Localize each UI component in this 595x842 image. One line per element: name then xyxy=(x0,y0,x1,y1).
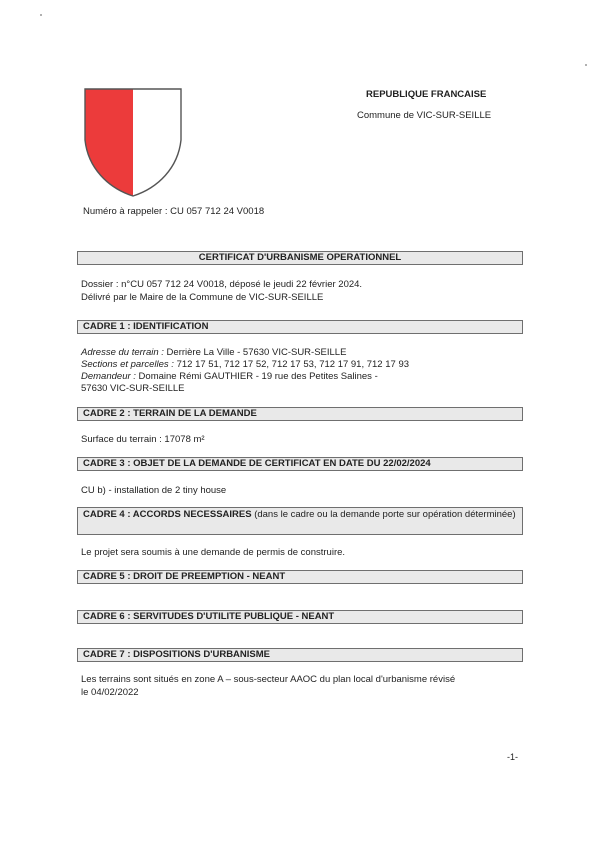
cadre4-note: (dans le cadre ou la demande porte sur opération déterminée) xyxy=(254,509,516,520)
issued-by-line: Délivré par le Maire de la Commune de VIC-SUR-SEILLE xyxy=(81,292,324,303)
reference-number: Numéro à rappeler : CU 057 712 24 V0018 xyxy=(83,206,265,217)
cadre1-title: CADRE 1 : IDENTIFICATION xyxy=(77,320,523,334)
applicant xyxy=(81,371,378,383)
address-value: Derrière La Ville - 57630 VIC-SUR-SEILLE xyxy=(163,347,347,358)
certificate-title: CERTIFICAT D'URBANISME OPERATIONNEL xyxy=(77,251,523,265)
coat-of-arms-icon xyxy=(84,88,182,198)
page-number: -1- xyxy=(507,752,518,762)
cadre4-heading: CADRE 4 : ACCORDS NECESSAIRES xyxy=(83,509,252,520)
parcels-label: Sections et parcelles : xyxy=(81,359,174,370)
applicant-label: Demandeur : xyxy=(81,371,136,382)
cadre4-title xyxy=(77,507,523,535)
scan-speck xyxy=(40,14,42,16)
terrain-surface: Surface du terrain : 17078 m² xyxy=(81,434,205,445)
republic-heading: REPUBLIQUE FRANCAISE xyxy=(366,89,487,100)
dossier-line: Dossier : n°CU 057 712 24 V0018, déposé le jeudi 22 février 2024. xyxy=(81,279,363,290)
cadre5-title: CADRE 5 : DROIT DE PREEMPTION - NEANT xyxy=(77,570,523,584)
cadre6-title: CADRE 6 : SERVITUDES D'UTILITE PUBLIQUE - NEANT xyxy=(77,610,523,624)
parcels xyxy=(81,359,409,371)
applicant-value: Domaine Rémi GAUTHIER - 19 rue des Petites Salines - xyxy=(135,371,378,382)
required-approvals: Le projet sera soumis à une demande de permis de construire. xyxy=(81,547,346,558)
request-object: CU b) - installation de 2 tiny house xyxy=(81,485,227,496)
zoning-line-2: le 04/02/2022 xyxy=(81,687,139,698)
commune-name: Commune de VIC-SUR-SEILLE xyxy=(357,110,492,121)
cadre2-title: CADRE 2 : TERRAIN DE LA DEMANDE xyxy=(77,407,523,421)
cadre7-title: CADRE 7 : DISPOSITIONS D'URBANISME xyxy=(77,648,523,662)
terrain-address xyxy=(81,347,346,359)
parcels-value: 712 17 51, 712 17 52, 712 17 53, 712 17 91, 712 17 93 xyxy=(173,359,410,370)
address-label: Adresse du terrain : xyxy=(81,347,164,358)
cadre3-title: CADRE 3 : OBJET DE LA DEMANDE DE CERTIFICAT EN DATE DU 22/02/2024 xyxy=(77,457,523,471)
applicant-city: 57630 VIC-SUR-SEILLE xyxy=(81,383,185,394)
zoning-line-1: Les terrains sont situés en zone A – sous-secteur AAOC du plan local d'urbanisme révisé xyxy=(81,674,456,685)
scan-speck xyxy=(585,64,587,66)
